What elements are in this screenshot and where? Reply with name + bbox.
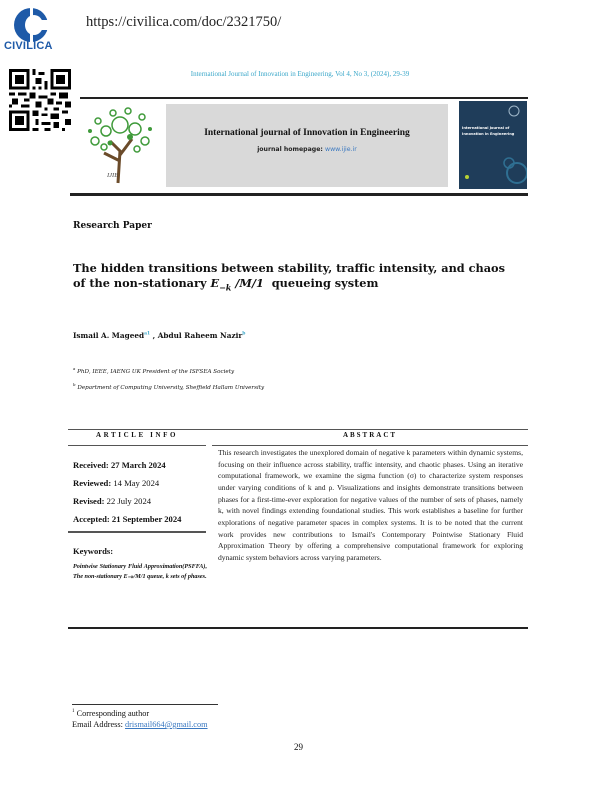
affiliation-mark: b (73, 382, 76, 387)
title-math-subscript: −k (219, 282, 232, 293)
email-link[interactable]: drismail664@gmail.com (125, 720, 208, 729)
paper-type: Research Paper (73, 221, 152, 231)
title-math (210, 276, 264, 293)
affiliation (73, 366, 234, 375)
accepted-date (73, 514, 181, 524)
reviewed-date (73, 478, 159, 488)
author-affiliation-mark: a1 (144, 331, 151, 337)
civilica-logo-text: CIVILICA (4, 40, 53, 52)
date-label: Revised: (73, 496, 105, 506)
corresponding-author-note (72, 709, 149, 718)
paper-title (73, 261, 543, 295)
title-math-rest: /M/1 (231, 276, 264, 290)
revised-date (73, 496, 151, 506)
homepage-label: journal homepage: (257, 146, 326, 153)
title-math-e: E (210, 276, 220, 290)
journal-banner (166, 104, 448, 187)
date-value: 22 July 2024 (104, 496, 152, 506)
author-list (73, 331, 245, 340)
keywords-heading: Keywords: (73, 546, 114, 556)
date-label: Reviewed: (73, 478, 112, 488)
header-rule-bottom (70, 193, 528, 196)
cover-title: International Journal of Innovation in Engineering (462, 126, 515, 136)
article-info-heading: ARTICLE INFO (95, 431, 179, 439)
footnote-rule (72, 704, 218, 705)
author-name: Ismail A. Mageed (73, 331, 145, 340)
date-value: 14 May 2024 (111, 478, 160, 488)
author-affiliation-mark: b (242, 331, 246, 337)
running-head: International Journal of Innovation in Engineering, Vol 4, No 3, (2024), 29-39 (190, 70, 410, 78)
abstract-text: This research investigates the unexplored domain of negative k parameters within dynamic systems, focusing on their influence across stability, traffic intensity, and chaotic phases. Using an iterative computational framework, we examine the sigma function (σ) to characterize system responses under varying conditions of k and ρ. Visualizations and insights demonstrate transitions between phases for a first-time-ever exploration for negative values of the number of sets of phases, namely k, with novel findings extending foundational studies. This work establishes a baseline for further explorations of negative parameter spaces in complex systems. It is to be noted that the current work provides new contributions to Ismail's Contemporary Pointwise Stationary Fluid Approximation Theory by offering a comprehensive computational framework for exploring dynamic system behaviors across varying parameters. (218, 448, 523, 562)
email-label: Email Address: (72, 720, 126, 729)
email-line (72, 720, 208, 729)
qr-code-icon (9, 69, 71, 131)
keywords-text: Pointwise Stationary Fluid Approximation(PSFFA), The non-stationary E₋ₖ/M/1 queue, k sets of phases. (73, 563, 207, 580)
info-rule-bottom (68, 627, 528, 629)
title-line-2-suffix: queueing system (263, 276, 379, 290)
info-rule-top (68, 429, 528, 430)
ijie-tree-logo-icon (80, 103, 160, 188)
footnote-mark: 1 (72, 709, 75, 715)
document-url[interactable]: https://civilica.com/doc/2321750/ (86, 14, 282, 30)
abstract-heading: ABSTRACT (342, 431, 398, 439)
author-separator: , (150, 331, 158, 340)
ijie-logo-caption: IJIE (107, 172, 119, 179)
title-line-1: The hidden transitions between stability, traffic intensity, and chaos (73, 261, 505, 275)
journal-homepage (166, 146, 448, 153)
homepage-link[interactable]: www.ijie.ir (325, 146, 357, 153)
date-value: 21 September 2024 (109, 514, 182, 524)
date-label: Accepted: (73, 514, 110, 524)
affiliation-text: Department of Computing University, Sheffield Hallam University (75, 384, 265, 391)
title-line-2-prefix: of the non-stationary (73, 276, 211, 290)
date-value: 27 March 2024 (108, 460, 166, 470)
article-info-rule (68, 445, 206, 446)
received-date (73, 460, 166, 470)
affiliation (73, 382, 264, 391)
header-rule-top (80, 97, 528, 99)
footnote-text: Corresponding author (74, 709, 150, 718)
banner-title: International journal of Innovation in Engineering (204, 128, 410, 138)
date-label: Received: (73, 460, 109, 470)
abstract-rule (212, 445, 528, 446)
page-number: 29 (294, 742, 303, 752)
keywords-rule (68, 531, 206, 533)
title-line-2 (73, 276, 543, 295)
journal-cover-image (459, 101, 527, 189)
author-name: Abdul Raheem Nazir (157, 331, 243, 340)
affiliation-text: PhD, IEEE, IAENG UK President of the ISFSEA Society (75, 368, 235, 375)
affiliation-mark: a (73, 366, 76, 371)
cover-decoration-icon (459, 101, 527, 189)
